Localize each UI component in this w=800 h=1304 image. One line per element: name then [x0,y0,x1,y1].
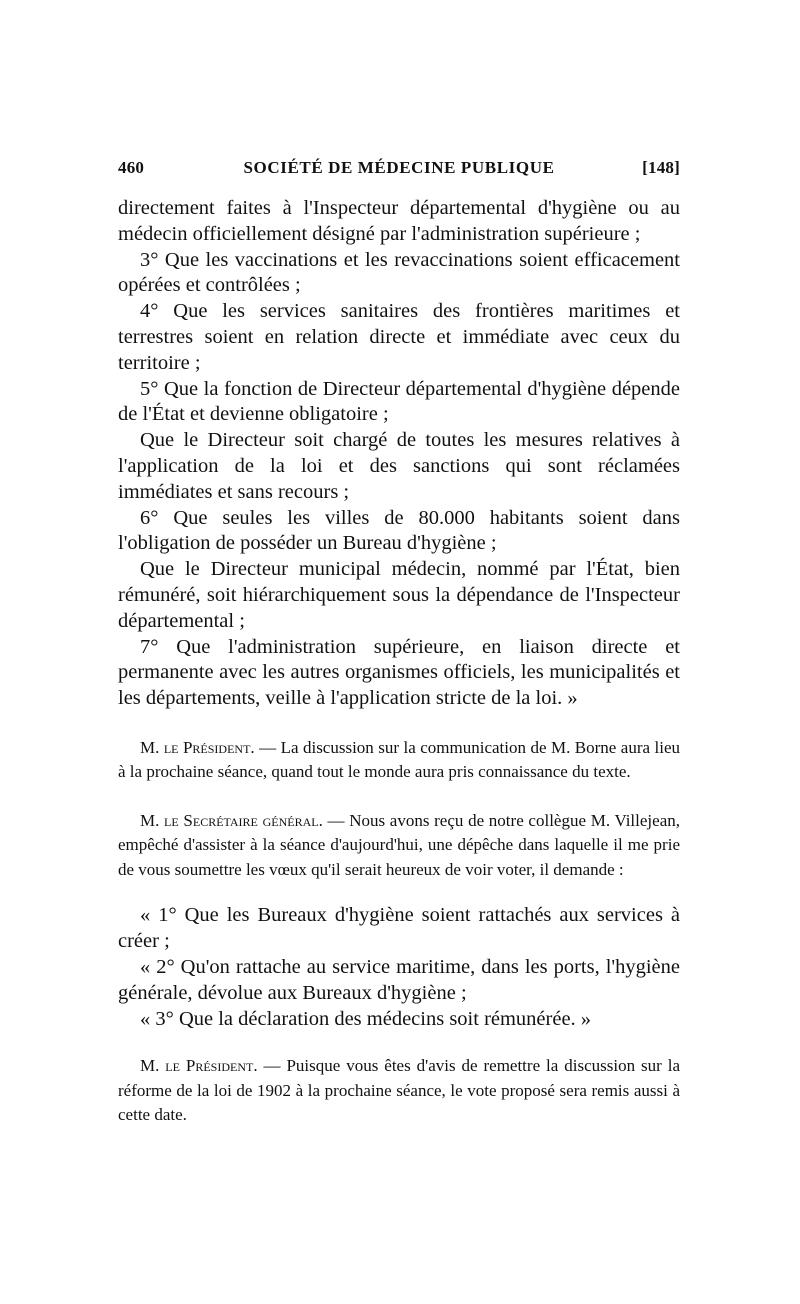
president-remark-1 [118,736,680,785]
paragraph: 7° Que l'administration supérieure, en liaison directe et permanente avec les autres organismes officiels, les municipalités et les départements, veille à l'application stricte de la loi. » [118,635,680,710]
speech-text: — Puisque vous êtes d'avis de remettre la discussion sur la réforme de la loi de 1902 à la prochaine séance, le vote proposé sera remis aussi à cette date. [118,1056,680,1125]
speech [118,1054,680,1128]
speech [118,809,680,883]
running-title: SOCIÉTÉ DE MÉDECINE PUBLIQUE [243,158,555,177]
paragraph: Que le Directeur municipal médecin, nommé par l'État, bien rémunéré, soit hiérarchiquement sous la dépendance de l'Inspecteur départemental ; [118,558,680,632]
paragraph: 3° Que les vaccinations et les revaccinations soient efficacement opérées et contrôlées ; [118,248,680,297]
voeux-list [118,902,680,1032]
body-text [118,196,680,1128]
page-number: 460 [118,158,145,177]
speech [118,736,680,785]
speech-text: — Nous avons reçu de notre collègue M. Villejean, empêché d'assister à la séance d'aujourd'hui, une dépêche dans laquelle il me prie de vous soumettre les vœux qu'il serait heureux de voir voter, il demande : [118,810,680,879]
paragraph: 6° Que seules les villes de 80.000 habitants soient dans l'obligation de posséder un Bureau d'hygiène ; [118,506,680,555]
voeu-item: « 2° Qu'on rattache au service maritime, dans les ports, l'hygiène générale, dévolue aux Bureaux d'hygiène ; [118,956,680,1005]
paragraph: 5° Que la fonction de Directeur départemental d'hygiène dépende de l'État et devienne obligatoire ; [118,377,680,426]
voeu-item: « 3° Que la déclaration des médecins soit rémunérée. » [140,1008,592,1031]
resolutions [118,196,680,712]
president-remark-2 [118,1054,680,1128]
speaker-name: M. le Président. [140,1056,258,1076]
paragraph: 4° Que les services sanitaires des frontières maritimes et terrestres soient en relation directe et immédiate avec ceux du territoire ; [118,300,680,374]
speaker-name: M. le Secrétaire général. [140,810,323,830]
section-number: [148] [642,158,680,177]
paragraph: Que le Directeur soit chargé de toutes les mesures relatives à l'application de la loi et des sanctions qui sont réclamées immédiates et sans recours ; [118,429,680,503]
voeu-item: « 1° Que les Bureaux d'hygiène soient rattachés aux services à créer ; [118,904,680,953]
secretary-remark [118,809,680,883]
speech-text: — La discussion sur la communication de M. Borne aura lieu à la prochaine séance, quand tout le monde aura pris connaissance du texte. [118,737,680,782]
paragraph: directement faites à l'Inspecteur départemental d'hygiène ou au médecin officiellement désigné par l'administration supérieure ; [118,197,680,245]
speaker-name: M. le Président. [140,737,255,757]
